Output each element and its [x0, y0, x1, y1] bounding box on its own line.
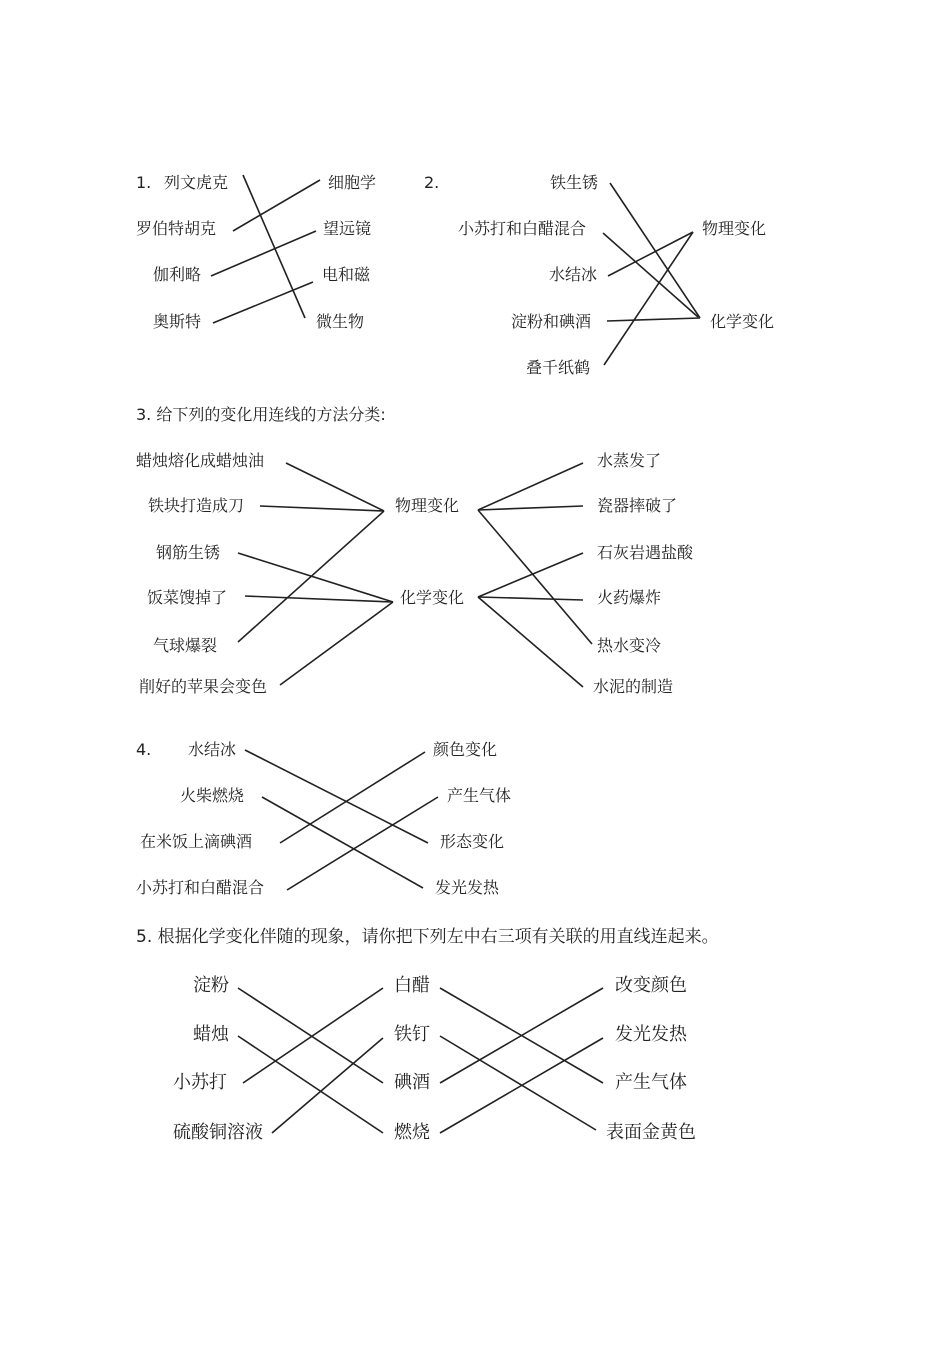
q1-right-item: 电和磁 — [322, 265, 371, 284]
q5-left-item: 硫酸铜溶液 — [173, 1122, 263, 1143]
q1-right-item: 微生物 — [316, 312, 365, 331]
q4-left-item: 在米饭上滴碘酒 — [140, 832, 253, 851]
q3-line — [478, 463, 583, 510]
q5-line — [440, 1036, 596, 1130]
q5-middle-item: 燃烧 — [394, 1122, 430, 1143]
q3-right-item: 瓷器摔破了 — [597, 496, 678, 515]
q5-middle-item: 碘酒 — [394, 1072, 430, 1093]
q3-left-item: 饭菜馊掉了 — [147, 588, 228, 607]
q3-left-item: 蜡烛熔化成蜡烛油 — [136, 451, 265, 470]
q2-left-item: 铁生锈 — [550, 173, 599, 192]
q3-line — [245, 596, 393, 602]
q5-right-item: 发光发热 — [615, 1024, 687, 1045]
q3-line — [478, 510, 592, 644]
q3-line — [238, 511, 384, 642]
q5-left-item: 蜡烛 — [193, 1024, 229, 1045]
q2-line — [607, 318, 700, 321]
q3-line — [238, 553, 393, 602]
q3-line — [286, 463, 384, 511]
q3-left-item: 钢筋生锈 — [156, 543, 221, 562]
q4-number: 4. — [136, 740, 152, 759]
q3-line — [478, 506, 583, 510]
q2-left-item: 淀粉和碘酒 — [511, 312, 592, 331]
q1-left-item: 奥斯特 — [153, 312, 202, 331]
q1-line — [243, 175, 305, 318]
q5-line — [238, 1036, 383, 1133]
q2-right-item: 化学变化 — [710, 312, 775, 331]
q3-line — [478, 553, 583, 597]
q3-right-item: 热水变冷 — [597, 636, 662, 655]
q4-left-item: 水结冰 — [188, 740, 237, 759]
q3-line — [260, 506, 384, 511]
q3-line — [478, 597, 583, 600]
q3-title: 3. 给下列的变化用连线的方法分类: — [136, 405, 386, 424]
q3-middle-item: 物理变化 — [395, 496, 460, 515]
q4-left-item: 火柴燃烧 — [180, 786, 245, 805]
q1-right-item: 望远镜 — [323, 219, 372, 238]
q2-left-item: 水结冰 — [549, 265, 598, 284]
q5-right-item: 产生气体 — [615, 1072, 687, 1093]
q1-left-item: 伽利略 — [153, 265, 202, 284]
q5-title: 5. 根据化学变化伴随的现象，请你把下列左中右三项有关联的用直线连起来。 — [136, 927, 719, 947]
q2-right-item: 物理变化 — [702, 219, 767, 238]
q4-right-item: 发光发热 — [435, 878, 500, 897]
q5-middle-item: 铁钉 — [394, 1024, 430, 1045]
q1-line — [233, 180, 320, 231]
q1-right-item: 细胞学 — [328, 173, 377, 192]
q2-left-item: 叠千纸鹤 — [526, 358, 591, 377]
q3-right-item: 火药爆炸 — [597, 588, 662, 607]
q3-right-item: 水蒸发了 — [597, 451, 662, 470]
q2-left-item: 小苏打和白醋混合 — [458, 219, 587, 238]
q3-middle-item: 化学变化 — [400, 588, 465, 607]
q5-middle-item: 白醋 — [394, 975, 430, 996]
q1-number: 1. — [136, 173, 152, 192]
q5-left-item: 淀粉 — [193, 975, 229, 996]
q4-line — [245, 750, 428, 843]
q5-right-item: 改变颜色 — [615, 975, 687, 996]
q3-line — [280, 602, 393, 685]
q4-line — [287, 797, 438, 890]
q4-line — [262, 797, 423, 888]
q2-line — [608, 232, 693, 276]
q4-line — [280, 752, 425, 843]
q2-line — [604, 232, 693, 365]
q1-line — [211, 231, 316, 276]
q1-left-item: 罗伯特胡克 — [136, 219, 217, 238]
q3-right-item: 石灰岩遇盐酸 — [597, 543, 694, 562]
q5-left-item: 小苏打 — [173, 1072, 227, 1093]
q3-line — [478, 597, 583, 687]
q3-left-item: 削好的苹果会变色 — [139, 677, 268, 696]
q4-left-item: 小苏打和白醋混合 — [136, 878, 265, 897]
q3-left-item: 气球爆裂 — [153, 636, 218, 655]
q4-right-item: 颜色变化 — [433, 740, 498, 759]
q5-right-item: 表面金黄色 — [606, 1122, 696, 1143]
q4-right-item: 形态变化 — [440, 832, 505, 851]
q4-right-item: 产生气体 — [447, 786, 512, 805]
q3-right-item: 水泥的制造 — [593, 677, 674, 696]
q3-left-item: 铁块打造成刀 — [148, 496, 245, 515]
q2-number: 2. — [424, 173, 440, 192]
q1-left-item: 列文虎克 — [164, 173, 229, 192]
